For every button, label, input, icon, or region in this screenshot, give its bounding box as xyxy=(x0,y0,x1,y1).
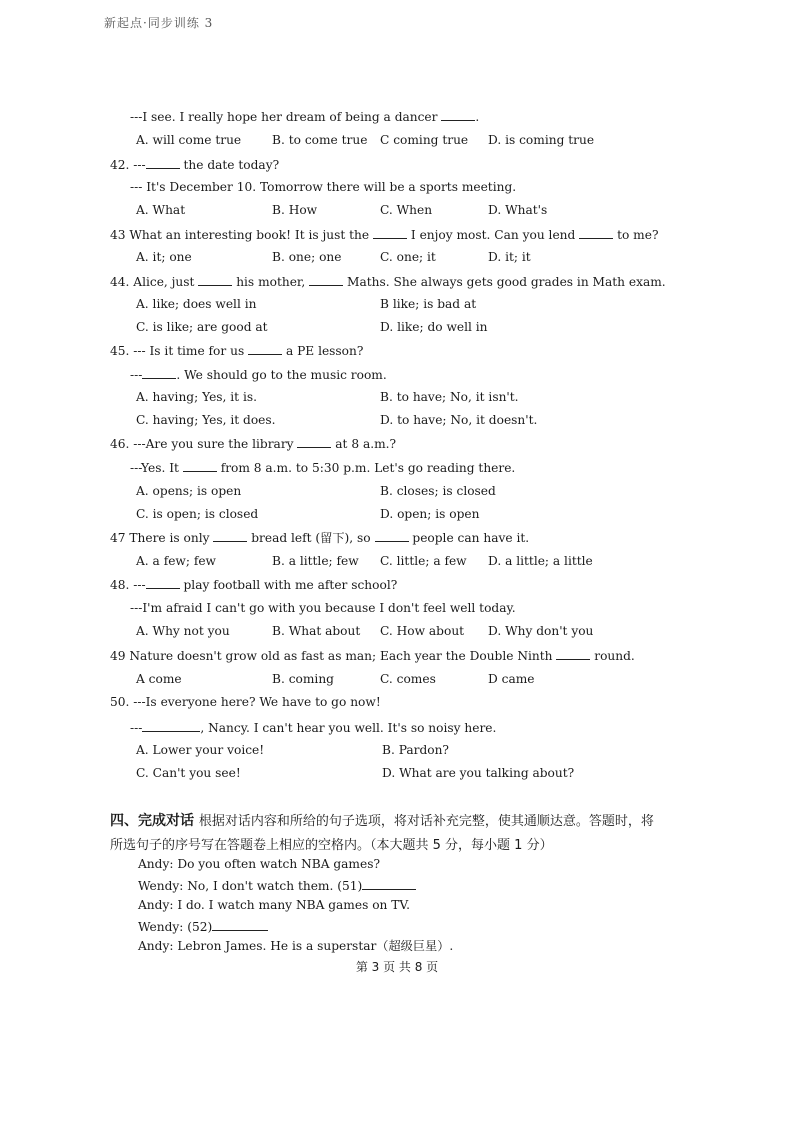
q44-stem-c: Maths. She always gets good grades in Math exam. xyxy=(347,275,666,289)
q44-option-b[interactable]: B like; is bad at xyxy=(380,297,477,311)
q46-option-a[interactable]: A. opens; is open xyxy=(136,484,242,498)
q41-option-a[interactable]: A. will come true xyxy=(136,133,242,147)
q49-stem-b: round. xyxy=(594,649,635,663)
q48-option-b[interactable]: B. What about xyxy=(272,624,361,638)
q47-blank-2[interactable] xyxy=(375,529,409,542)
q46-blank-2[interactable] xyxy=(183,459,217,472)
q46-answer xyxy=(130,459,515,476)
section4-title: 四、完成对话 xyxy=(110,813,194,829)
q50-option-b[interactable]: B. Pardon? xyxy=(382,743,449,757)
q49-option-c[interactable]: C. comes xyxy=(380,672,436,686)
q42-option-a[interactable]: A. What xyxy=(136,203,186,217)
q49-number: 49 xyxy=(110,649,126,663)
q45-stem-a: --- Is it time for us xyxy=(133,344,245,358)
q45-answer xyxy=(130,366,387,383)
q46-option-d[interactable]: D. open; is open xyxy=(380,507,480,521)
q50-answer-dash: --- xyxy=(130,721,143,735)
q44-blank-2[interactable] xyxy=(309,273,343,286)
q41-option-b[interactable]: B. to come true xyxy=(272,133,368,147)
q43-option-b[interactable]: B. one; one xyxy=(272,250,342,264)
dialogue-line-3-text: Andy: I do. I watch many NBA games on TV. xyxy=(138,898,410,912)
q45-answer-text: . We should go to the music room. xyxy=(176,368,387,382)
dialogue-line-2-text: Wendy: No, I don't watch them. (51) xyxy=(138,879,363,893)
q44-stem-b: his mother, xyxy=(236,275,306,289)
q46-option-c[interactable]: C. is open; is closed xyxy=(136,507,259,521)
header-scribble: 新起点·同步训练 3 xyxy=(104,16,214,30)
q47-stem-a: There is only xyxy=(129,531,210,545)
q49-blank[interactable] xyxy=(556,647,590,660)
section4-instruction-2: 所选句子的序号写在答题卷上相应的空格内。（本大题共 5 分，每小题 1 分） xyxy=(110,838,553,853)
q50-blank[interactable] xyxy=(142,719,200,732)
q45-number: 45. xyxy=(110,344,130,358)
q43-option-c[interactable]: C. one; it xyxy=(380,250,436,264)
q45-stem xyxy=(110,342,363,359)
q45-option-d[interactable]: D. to have; No, it doesn't. xyxy=(380,413,538,427)
page-footer: 第 3 页 共 8 页 xyxy=(355,960,439,974)
dialogue-line-1-text: Andy: Do you often watch NBA games? xyxy=(138,857,380,871)
q47-option-c[interactable]: C. little; a few xyxy=(380,554,467,568)
q50-answer xyxy=(130,719,496,736)
q41-answer xyxy=(130,108,479,125)
q43-blank-1[interactable] xyxy=(373,226,407,239)
dialogue-line-3 xyxy=(138,897,410,913)
q46-stem xyxy=(110,435,396,452)
q44-option-a[interactable]: A. like; does well in xyxy=(136,297,257,311)
q47-blank-1[interactable] xyxy=(213,529,247,542)
q50-number: 50. xyxy=(110,695,130,709)
q44-option-c[interactable]: C. is like; are good at xyxy=(136,320,268,334)
q41-option-d[interactable]: D. is coming true xyxy=(488,133,595,147)
q41-option-c[interactable]: C coming true xyxy=(380,133,469,147)
dialogue-line-2 xyxy=(138,877,416,894)
q45-stem-b: a PE lesson? xyxy=(285,344,364,358)
q41-answer-text: ---I see. I really hope her dream of being a dancer xyxy=(130,110,438,124)
q50-answer-text: , Nancy. I can't hear you well. It's so noisy here. xyxy=(200,721,497,735)
q47-stem-b: bread left (留下), so xyxy=(251,531,371,545)
q41-blank[interactable] xyxy=(441,108,475,121)
q50-stem-text: ---Is everyone here? We have to go now! xyxy=(133,695,381,709)
q45-blank-1[interactable] xyxy=(248,342,282,355)
q48-stem-tail: play football with me after school? xyxy=(183,578,398,592)
q44-stem-a: Alice, just xyxy=(133,275,195,289)
q48-number: 48. --- xyxy=(110,578,146,592)
dialogue-blank-51[interactable] xyxy=(362,877,416,890)
q46-number: 46. xyxy=(110,437,130,451)
q42-option-d[interactable]: D. What's xyxy=(488,203,548,217)
q48-answer: ---I'm afraid I can't go with you because I don't feel well today. xyxy=(130,601,516,615)
dialogue-line-1 xyxy=(138,856,380,872)
q45-option-a[interactable]: A. having; Yes, it is. xyxy=(136,390,257,404)
q42-number: 42. --- xyxy=(110,158,146,172)
q47-number: 47 xyxy=(110,531,126,545)
q42-stem-tail: the date today? xyxy=(183,158,280,172)
q43-number: 43 xyxy=(110,228,126,242)
q44-stem xyxy=(110,273,666,290)
q50-stem xyxy=(110,694,381,710)
q43-blank-2[interactable] xyxy=(579,226,613,239)
q48-option-d[interactable]: D. Why don't you xyxy=(488,624,594,638)
q46-stem-b: at 8 a.m.? xyxy=(335,437,397,451)
q47-option-a[interactable]: A. a few; few xyxy=(136,554,216,568)
q43-stem-c: to me? xyxy=(617,228,659,242)
q49-option-a[interactable]: A come xyxy=(136,672,182,686)
q42-answer: --- It's December 10. Tomorrow there will be a sports meeting. xyxy=(130,180,517,194)
q44-option-d[interactable]: D. like; do well in xyxy=(380,320,488,334)
q47-stem-c: people can have it. xyxy=(412,531,530,545)
q46-answer-a: ---Yes. It xyxy=(130,461,179,475)
q42-option-c[interactable]: C. When xyxy=(380,203,433,217)
q41-tail: . xyxy=(475,110,480,124)
q49-stem-a: Nature doesn't grow old as fast as man; Each year the Double Ninth xyxy=(129,649,553,663)
section4-heading xyxy=(110,810,654,830)
q45-option-c[interactable]: C. having; Yes, it does. xyxy=(136,413,276,427)
dialogue-line-5-text: Andy: Lebron James. He is a superstar（超级巨星）. xyxy=(138,939,454,953)
q49-stem xyxy=(110,647,635,664)
q49-option-b[interactable]: B. coming xyxy=(272,672,334,686)
q49-option-d[interactable]: D came xyxy=(488,672,535,686)
q50-option-a[interactable]: A. Lower your voice! xyxy=(136,743,265,757)
dialogue-line-4-text: Wendy: (52) xyxy=(138,920,213,934)
q43-stem xyxy=(110,226,659,243)
q46-answer-b: from 8 a.m. to 5:30 p.m. Let's go reading there. xyxy=(220,461,516,475)
q46-stem-a: ---Are you sure the library xyxy=(133,437,294,451)
q43-option-a[interactable]: A. it; one xyxy=(136,250,192,264)
q48-option-a[interactable]: A. Why not you xyxy=(136,624,230,638)
q45-option-b[interactable]: B. to have; No, it isn't. xyxy=(380,390,519,404)
q50-option-d[interactable]: D. What are you talking about? xyxy=(382,766,575,780)
section4-instruction-1: 根据对话内容和所给的句子选项，将对话补充完整，使其通顺达意。答题时，将 xyxy=(198,814,654,829)
q45-blank-2[interactable] xyxy=(142,366,176,379)
q50-option-c[interactable]: C. Can't you see! xyxy=(136,766,241,780)
q48-stem xyxy=(110,576,397,593)
q48-option-c[interactable]: C. How about xyxy=(380,624,465,638)
q43-option-d[interactable]: D. it; it xyxy=(488,250,531,264)
q45-answer-dash: --- xyxy=(130,368,143,382)
q43-stem-b: I enjoy most. Can you lend xyxy=(410,228,576,242)
dialogue-line-4 xyxy=(138,918,268,935)
q42-blank[interactable] xyxy=(146,156,180,169)
q46-option-b[interactable]: B. closes; is closed xyxy=(380,484,496,498)
q47-stem xyxy=(110,529,529,546)
q47-option-b[interactable]: B. a little; few xyxy=(272,554,359,568)
q47-option-d[interactable]: D. a little; a little xyxy=(488,554,593,568)
q42-option-b[interactable]: B. How xyxy=(272,203,318,217)
q42-stem xyxy=(110,156,279,173)
q43-stem-a: What an interesting book! It is just the xyxy=(129,228,370,242)
dialogue-line-5 xyxy=(138,938,453,954)
q44-blank-1[interactable] xyxy=(198,273,232,286)
q48-blank[interactable] xyxy=(146,576,180,589)
q46-blank-1[interactable] xyxy=(297,435,331,448)
q44-number: 44. xyxy=(110,275,130,289)
dialogue-blank-52[interactable] xyxy=(212,918,268,931)
